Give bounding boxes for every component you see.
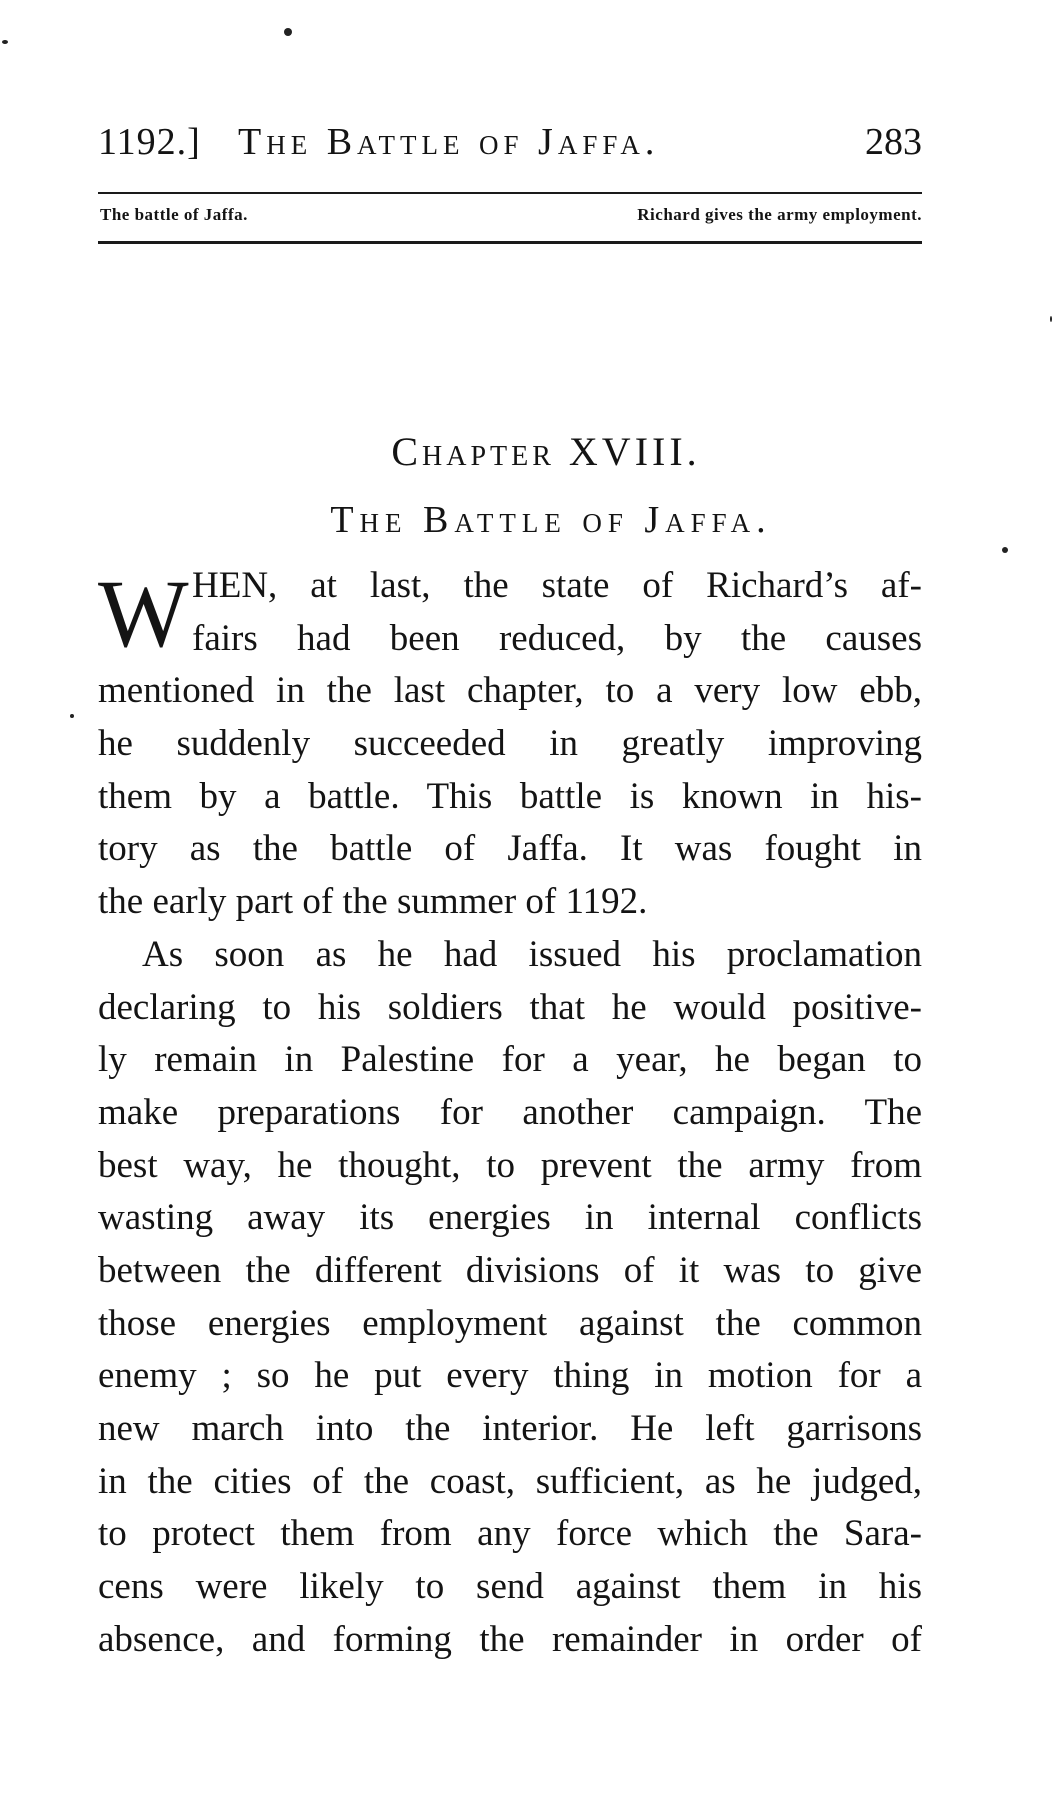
text-line: ly remain in Palestine for a year, he began to: [98, 1039, 922, 1081]
text-line: enemy ; so he put every thing in motion for a: [98, 1355, 922, 1397]
text-line: cens were likely to send against them in his: [98, 1566, 922, 1608]
side-note-right: Richard gives the army employment.: [637, 205, 922, 224]
body-text: [98, 560, 922, 1666]
text-line: in the cities of the coast, sufficient, as he judged,: [98, 1460, 922, 1502]
side-note-left: The battle of Jaffa.: [100, 205, 248, 224]
text-line: mentioned in the last chapter, to a very low ebb,: [98, 670, 922, 712]
scan-speck: [70, 714, 74, 718]
running-head-title: The Battle of Jaffa.: [238, 121, 660, 163]
text-line: tory as the battle of Jaffa. It was fought in: [98, 828, 922, 870]
text-line: them by a battle. This battle is known in his-: [98, 775, 922, 817]
text-line: declaring to his soldiers that he would positive-: [98, 986, 922, 1028]
text-line: HEN, at last, the state of Richard’s af-: [192, 565, 922, 606]
chapter-number: Chapter XVIII.: [391, 429, 701, 474]
text-line: best way, he thought, to prevent the army from: [98, 1144, 922, 1186]
text-line: make preparations for another campaign. The: [98, 1091, 922, 1133]
text-line: those energies employment against the common: [98, 1302, 922, 1344]
text-line: he suddenly succeeded in greatly improving: [98, 723, 922, 765]
text-line: between the different divisions of it was to give: [98, 1249, 922, 1291]
header-rule-bottom: [98, 241, 922, 244]
text-line: fairs had been reduced, by the causes: [192, 617, 922, 659]
running-head: [98, 120, 922, 176]
scan-speck: [1050, 316, 1052, 322]
drop-cap: W: [98, 560, 189, 667]
text-line: new march into the interior. He left garrisons: [98, 1408, 922, 1449]
text-line: absence, and forming the remainder in order of: [98, 1618, 922, 1660]
text-line: the early part of the summer of 1192.: [98, 881, 648, 923]
text-line: As soon as he had issued his proclamation: [142, 933, 922, 975]
page-number: 283: [865, 121, 922, 163]
chapter-title: The Battle of Jaffa.: [330, 499, 772, 541]
scan-speck: [284, 28, 292, 36]
scan-speck: [1002, 547, 1008, 553]
text-line: wasting away its energies in internal conflicts: [98, 1197, 922, 1239]
running-head-year: 1192.]: [98, 121, 201, 163]
scan-speck: [2, 40, 8, 44]
text-line: to protect them from any force which the Sara-: [98, 1513, 922, 1555]
header-rule-top: [98, 192, 922, 194]
